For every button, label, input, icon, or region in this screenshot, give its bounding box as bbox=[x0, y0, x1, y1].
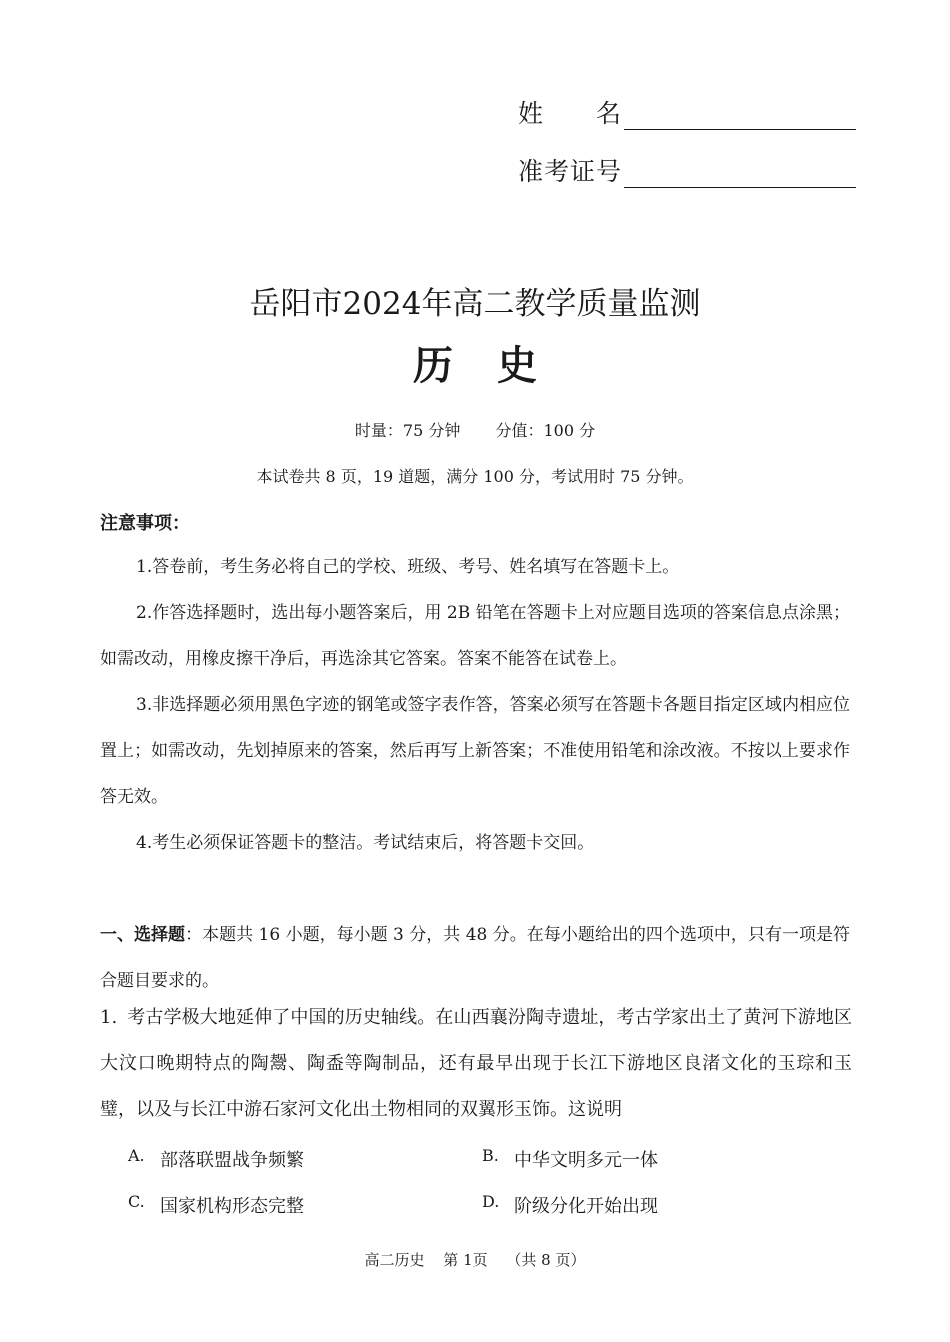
footer-total-pages: （共 8 页） bbox=[506, 1251, 586, 1269]
option-d-letter: D. bbox=[482, 1192, 500, 1211]
question-1-stem: 考古学极大地延伸了中国的历史轴线。在山西襄汾陶寺遗址，考古学家出土了黄河下游地区大汶口晚期特点的陶鬶、陶盉等陶制品，还有最早出现于长江下游地区良渚文化的玉琮和玉璧，以及与长江中游石家河文化出土物相同的双翼形玉饰。这说明 bbox=[100, 1007, 852, 1120]
exam-id-label: 准考证号 bbox=[518, 157, 623, 186]
exam-meta-line bbox=[0, 418, 950, 441]
option-d-text: 阶级分化开始出现 bbox=[514, 1196, 658, 1217]
notice-item-3: 3.非选择题必须用黑色字迹的钢笔或签字表作答，答案必须写在答题卡各题目指定区域内相应位置上；如需改动，先划掉原来的答案，然后再写上新答案；不准使用铅笔和涂改液。不按以上要求作答无效。 bbox=[100, 695, 850, 807]
notice-item-4: 4.考生必须保证答题卡的整洁。考试结束后，将答题卡交回。 bbox=[136, 833, 595, 853]
section-1-heading: 一、选择题 bbox=[100, 925, 186, 945]
footer-course: 高二历史 bbox=[364, 1251, 425, 1269]
subject-title: 历史 bbox=[413, 342, 581, 389]
question-1-option-b[interactable] bbox=[482, 1146, 658, 1172]
footer-page-number: 第 1页 bbox=[443, 1251, 488, 1269]
exam-summary: 本试卷共 8 页，19 道题，满分 100 分，考试用时 75 分钟。 bbox=[256, 467, 694, 486]
question-1 bbox=[100, 995, 852, 1133]
option-b-letter: B. bbox=[482, 1146, 499, 1165]
notices-heading: 注意事项： bbox=[100, 513, 190, 534]
option-a-text: 部落联盟战争频繁 bbox=[160, 1150, 304, 1171]
exam-title: 岳阳市2024年高二教学质量监测 bbox=[249, 286, 701, 322]
option-b-text: 中华文明多元一体 bbox=[514, 1150, 658, 1171]
question-1-number: 1. bbox=[100, 1007, 118, 1028]
notice-item-1: 1.答卷前，考生务必将自己的学校、班级、考号、姓名填写在答题卡上。 bbox=[136, 557, 680, 577]
question-1-option-d[interactable] bbox=[482, 1192, 658, 1218]
option-c-text: 国家机构形态完整 bbox=[160, 1196, 304, 1217]
exam-id-blank-line[interactable] bbox=[624, 163, 856, 188]
question-1-option-a[interactable] bbox=[128, 1146, 304, 1172]
option-c-letter: C. bbox=[128, 1192, 145, 1211]
section-1-instructions bbox=[100, 912, 850, 1004]
exam-id-field[interactable] bbox=[518, 152, 856, 188]
name-blank-line[interactable] bbox=[624, 105, 856, 130]
option-a-letter: A. bbox=[128, 1146, 145, 1165]
question-1-option-c[interactable] bbox=[128, 1192, 304, 1218]
page-footer bbox=[0, 1249, 950, 1270]
notice-item-2: 2.作答选择题时，选出每小题答案后，用 2B 铅笔在答题卡上对应题目选项的答案信息点涂黑；如需改动，用橡皮擦干净后，再选涂其它答案。答案不能答在试卷上。 bbox=[100, 603, 850, 669]
section-1-description: ：本题共 16 小题，每小题 3 分，共 48 分。在每小题给出的四个选项中，只有一项是符合题目要求的。 bbox=[100, 925, 850, 991]
score-text: 分值：100 分 bbox=[495, 421, 596, 440]
duration-text: 时量：75 分钟 bbox=[354, 421, 461, 440]
name-label: 姓 名 bbox=[518, 99, 623, 128]
name-field[interactable] bbox=[518, 94, 856, 130]
